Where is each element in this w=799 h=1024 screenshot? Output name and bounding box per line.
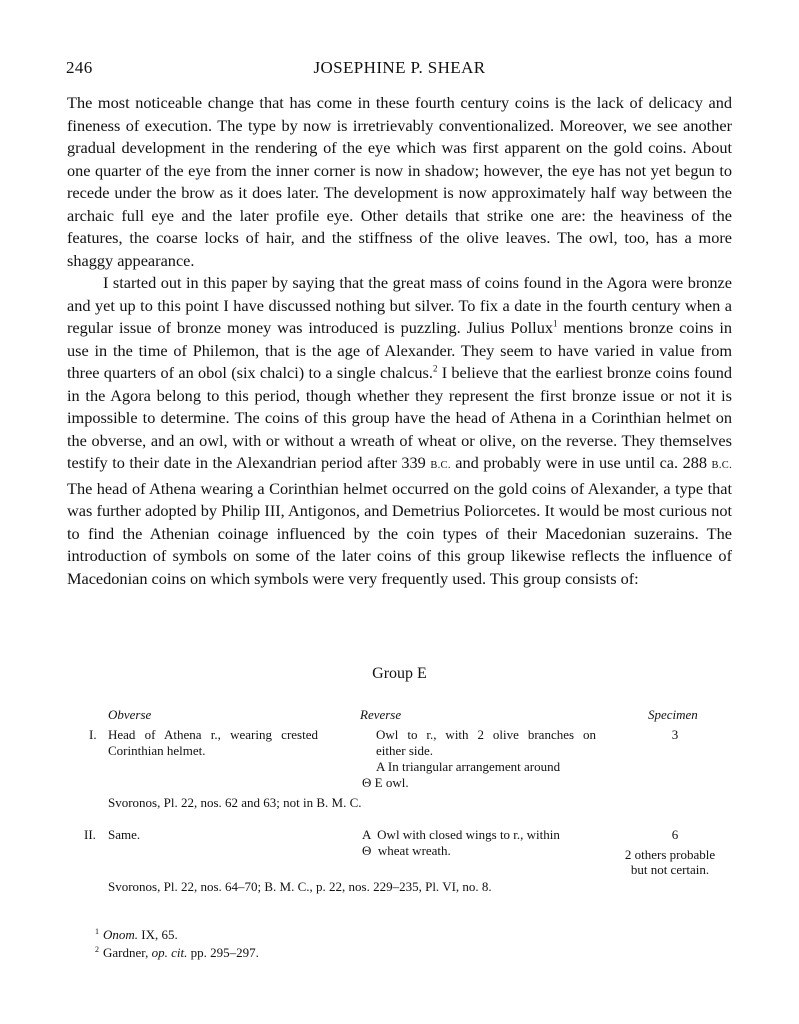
row1-specimen: 3 — [671, 727, 679, 742]
footnote-2-author: Gardner, — [103, 945, 152, 960]
p2-text-d: and probably were in use until ca. 288 — [450, 453, 712, 472]
col-header-reverse: Reverse — [360, 707, 402, 722]
row2-specimen-note-line2: but not certain. — [630, 862, 710, 877]
p2-text-a: I started out in this paper by saying that the great mass of coins found in the Agora were bronze and yet up to this point I have discussed nothing but silver. To fix a date in the fourth century when a regular issue of bronze money was introduced is puzzling. Julius Pollux — [67, 273, 732, 337]
row2-specimen-note-line1: 2 others probable — [624, 847, 716, 862]
footnote-2-rest: pp. 295–297. — [187, 945, 259, 960]
paragraph-2 — [67, 272, 732, 590]
row1-obverse-line2: Corinthian helmet. — [108, 743, 206, 758]
footnote-ref-1: 1 — [553, 318, 558, 329]
row1-reverse-line3: A In triangular arrangement around — [376, 759, 561, 774]
footnote-2-mark: 2 — [95, 944, 99, 954]
body-text — [67, 92, 732, 590]
row1-numeral: I. — [89, 727, 97, 742]
row2-obverse: Same. — [108, 827, 141, 842]
p2-text-b: mentions bronze coins in use in the time of Philemon, that is the age of Alexander. They seem to have varied in value from three quarters of an obol (six chalci) to a single chalcus. — [67, 318, 733, 382]
row2-specimen: 6 — [671, 827, 679, 842]
footnote-2 — [95, 945, 259, 961]
paragraph-1: The most noticeable change that has come in these fourth century coins is the lack of delicacy and fineness of execution. The type by now is irretrievably conventionalized. Moreover, we see another gradual development in the rendering of the eye which was first apparent on the gold coins. About one quarter of the eye from the inner corner is now in shadow; however, the eye has not yet begun to recede under the brow as it does later. The development is now approximately half way between the archaic full eye and the later profile eye. Other details that strike one are: the heaviness of the features, the coarse locks of hair, and the stiffness of the olive leaves. The owl, too, has a more shaggy appearance. — [67, 93, 732, 270]
col-header-obverse: Obverse — [108, 707, 152, 722]
group-title: Group E — [372, 665, 427, 682]
footnote-1 — [95, 927, 178, 943]
footnote-1-rest: IX, 65. — [138, 927, 178, 942]
row1-reverse-line1: Owl to r., with 2 olive branches on — [376, 727, 596, 742]
footnote-1-title: Onom. — [103, 927, 139, 942]
footnote-2-title: op. cit. — [151, 945, 188, 960]
row2-reverse-line1: A Owl with closed wings to r., within — [362, 827, 560, 842]
row2-numeral: II. — [84, 827, 96, 842]
p2-text-c: I believe that the earliest bronze coins found in the Agora belong to this period, though whether they represent the first bronze issue or not it is impossible to determine. The coins of this group have the head of Athena in a Corinthian helmet on the obverse, and an owl, with or without a wreath of wheat or olive, on the reverse. They themselves testify to their date in the Alexandrian period after 339 — [67, 363, 733, 472]
footnote-ref-2: 2 — [432, 363, 438, 374]
bc-abbrev-1: B.C. — [430, 460, 451, 471]
row2-reference: Svoronos, Pl. 22, nos. 64–70; B. M. C., p. 22, nos. 229–235, Pl. VI, no. 8. — [108, 879, 492, 894]
row1-obverse-line1: Head of Athena r., wearing crested — [108, 727, 318, 742]
row2-reverse-line2: Θ wheat wreath. — [362, 843, 451, 858]
row1-reference: Svoronos, Pl. 22, nos. 62 and 63; not in B. M. C. — [108, 795, 362, 810]
p2-text-e: The head of Athena wearing a Corinthian helmet occurred on the gold coins of Alexander, a type that was further adopted by Philip III, Antigonos, and Demetrius Poliorcetes. It would be most curious not to find the Athenian coinage influenced by the coin types of their Macedonian suzerains. The introduction of symbols on some of the later coins of this group likewise reflects the influence of Macedonian coins on which symbols were very frequently used. This group consists of: — [67, 478, 732, 588]
col-header-specimen: Specimen — [648, 707, 698, 722]
page-number: 246 — [66, 58, 93, 77]
row1-reverse-line4: Θ E owl. — [362, 775, 409, 790]
footnote-1-mark: 1 — [95, 926, 99, 936]
row1-reverse-line2: either side. — [376, 743, 434, 758]
running-head: JOSEPHINE P. SHEAR — [313, 58, 486, 77]
bc-abbrev-2: B.C. — [711, 460, 732, 471]
